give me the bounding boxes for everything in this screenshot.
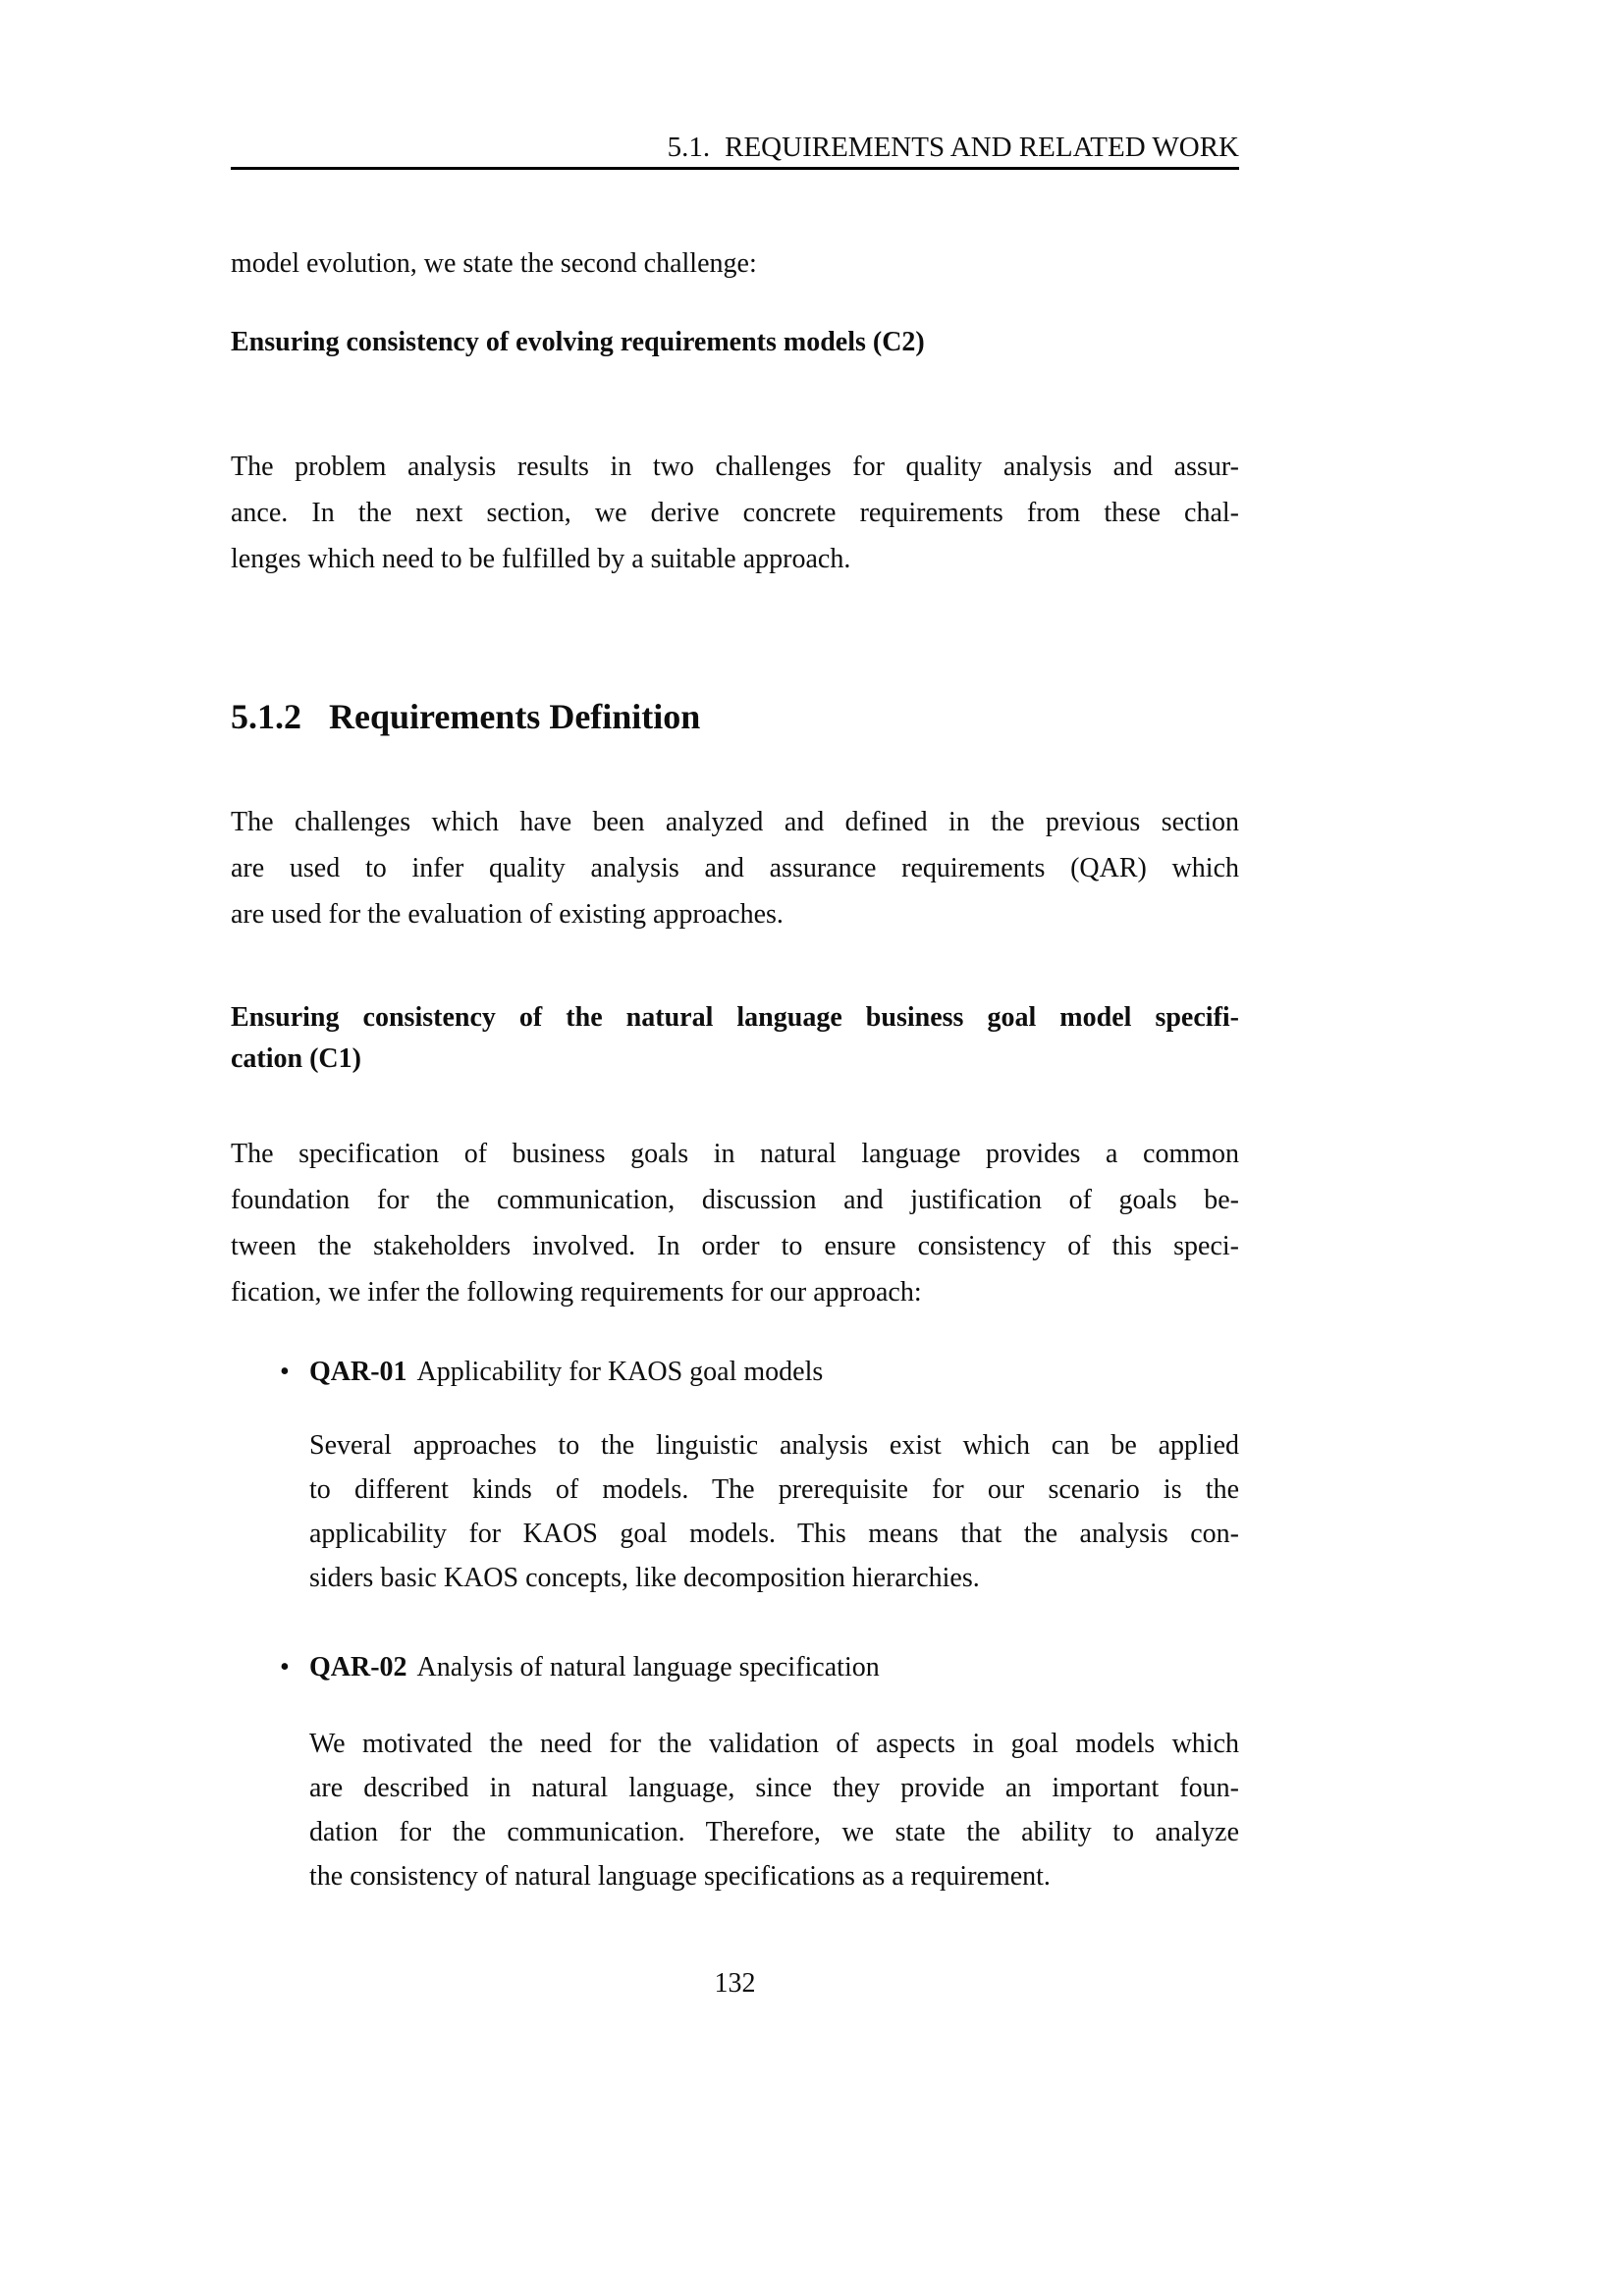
text-line: The problem analysis results in two challenges for quality analysis and assur- <box>231 452 1239 482</box>
section-heading <box>231 692 1239 741</box>
text-line: dation for the communication. Therefore, we state the ability to analyze <box>309 1817 1239 1847</box>
paragraph-challenges <box>231 799 1239 937</box>
paragraph-specification <box>231 1131 1239 1315</box>
requirement-id-qar-02: QAR-02 <box>309 1652 407 1682</box>
requirement-body-qar-01 <box>309 1423 1239 1600</box>
text-line: siders basic KAOS concepts, like decomposition hierarchies. <box>309 1563 980 1593</box>
page-header <box>231 125 1239 171</box>
text-line: Several approaches to the linguistic analysis exist which can be applied <box>309 1430 1239 1461</box>
paragraph-problem-analysis <box>231 444 1239 582</box>
bullet-item-qar-01 <box>231 1349 1239 1395</box>
requirement-id-qar-01: QAR-01 <box>309 1357 407 1387</box>
header-rule <box>231 167 1239 170</box>
text-line: applicability for KAOS goal models. This means that the analysis con- <box>309 1519 1239 1549</box>
text-line: fication, we infer the following requirements for our approach: <box>231 1277 922 1308</box>
header-section-number: 5.1. <box>667 132 711 163</box>
text-line: lenges which need to be fulfilled by a suitable approach. <box>231 544 851 574</box>
text-line: We motivated the need for the validation of aspects in goal models which <box>309 1729 1239 1759</box>
text-line: are used for the evaluation of existing approaches. <box>231 899 784 930</box>
section-number: 5.1.2 <box>231 697 301 736</box>
bullet-item-qar-02 <box>231 1644 1239 1690</box>
text-line: are used to infer quality analysis and assurance requirements (QAR) which <box>231 853 1239 883</box>
section-title: Requirements Definition <box>329 697 701 736</box>
text-line: tween the stakeholders involved. In order to ensure consistency of this speci- <box>231 1231 1239 1261</box>
text-line: The challenges which have been analyzed and defined in the previous section <box>231 807 1239 837</box>
text-line: Ensuring consistency of the natural language business goal model specifi- <box>231 1002 1239 1033</box>
text-line: cation (C1) <box>231 1043 361 1074</box>
requirement-title-qar-02: Analysis of natural language specification <box>416 1652 880 1682</box>
requirement-title-qar-01: Applicability for KAOS goal models <box>416 1357 824 1387</box>
text-line: are described in natural language, since they provide an important foun- <box>309 1773 1239 1803</box>
page-number: 132 <box>714 1968 756 1999</box>
bullet-icon: • <box>280 1357 290 1387</box>
requirement-body-qar-02 <box>309 1722 1239 1898</box>
text-line: to different kinds of models. The prerequisite for our scenario is the <box>309 1474 1239 1505</box>
challenge-c1-heading <box>231 997 1239 1080</box>
text-line: ance. In the next section, we derive concrete requirements from these chal- <box>231 498 1239 528</box>
text-line: the consistency of natural language specifications as a requirement. <box>309 1861 1051 1892</box>
paragraph-continuation-line: model evolution, we state the second challenge: <box>231 248 757 279</box>
text-line: foundation for the communication, discussion and justification of goals be- <box>231 1185 1239 1215</box>
header-title: REQUIREMENTS AND RELATED WORK <box>725 132 1239 163</box>
text-line: The specification of business goals in natural language provides a common <box>231 1139 1239 1169</box>
bullet-icon: • <box>280 1652 290 1682</box>
challenge-c2-heading: Ensuring consistency of evolving requirements models (C2) <box>231 327 925 357</box>
